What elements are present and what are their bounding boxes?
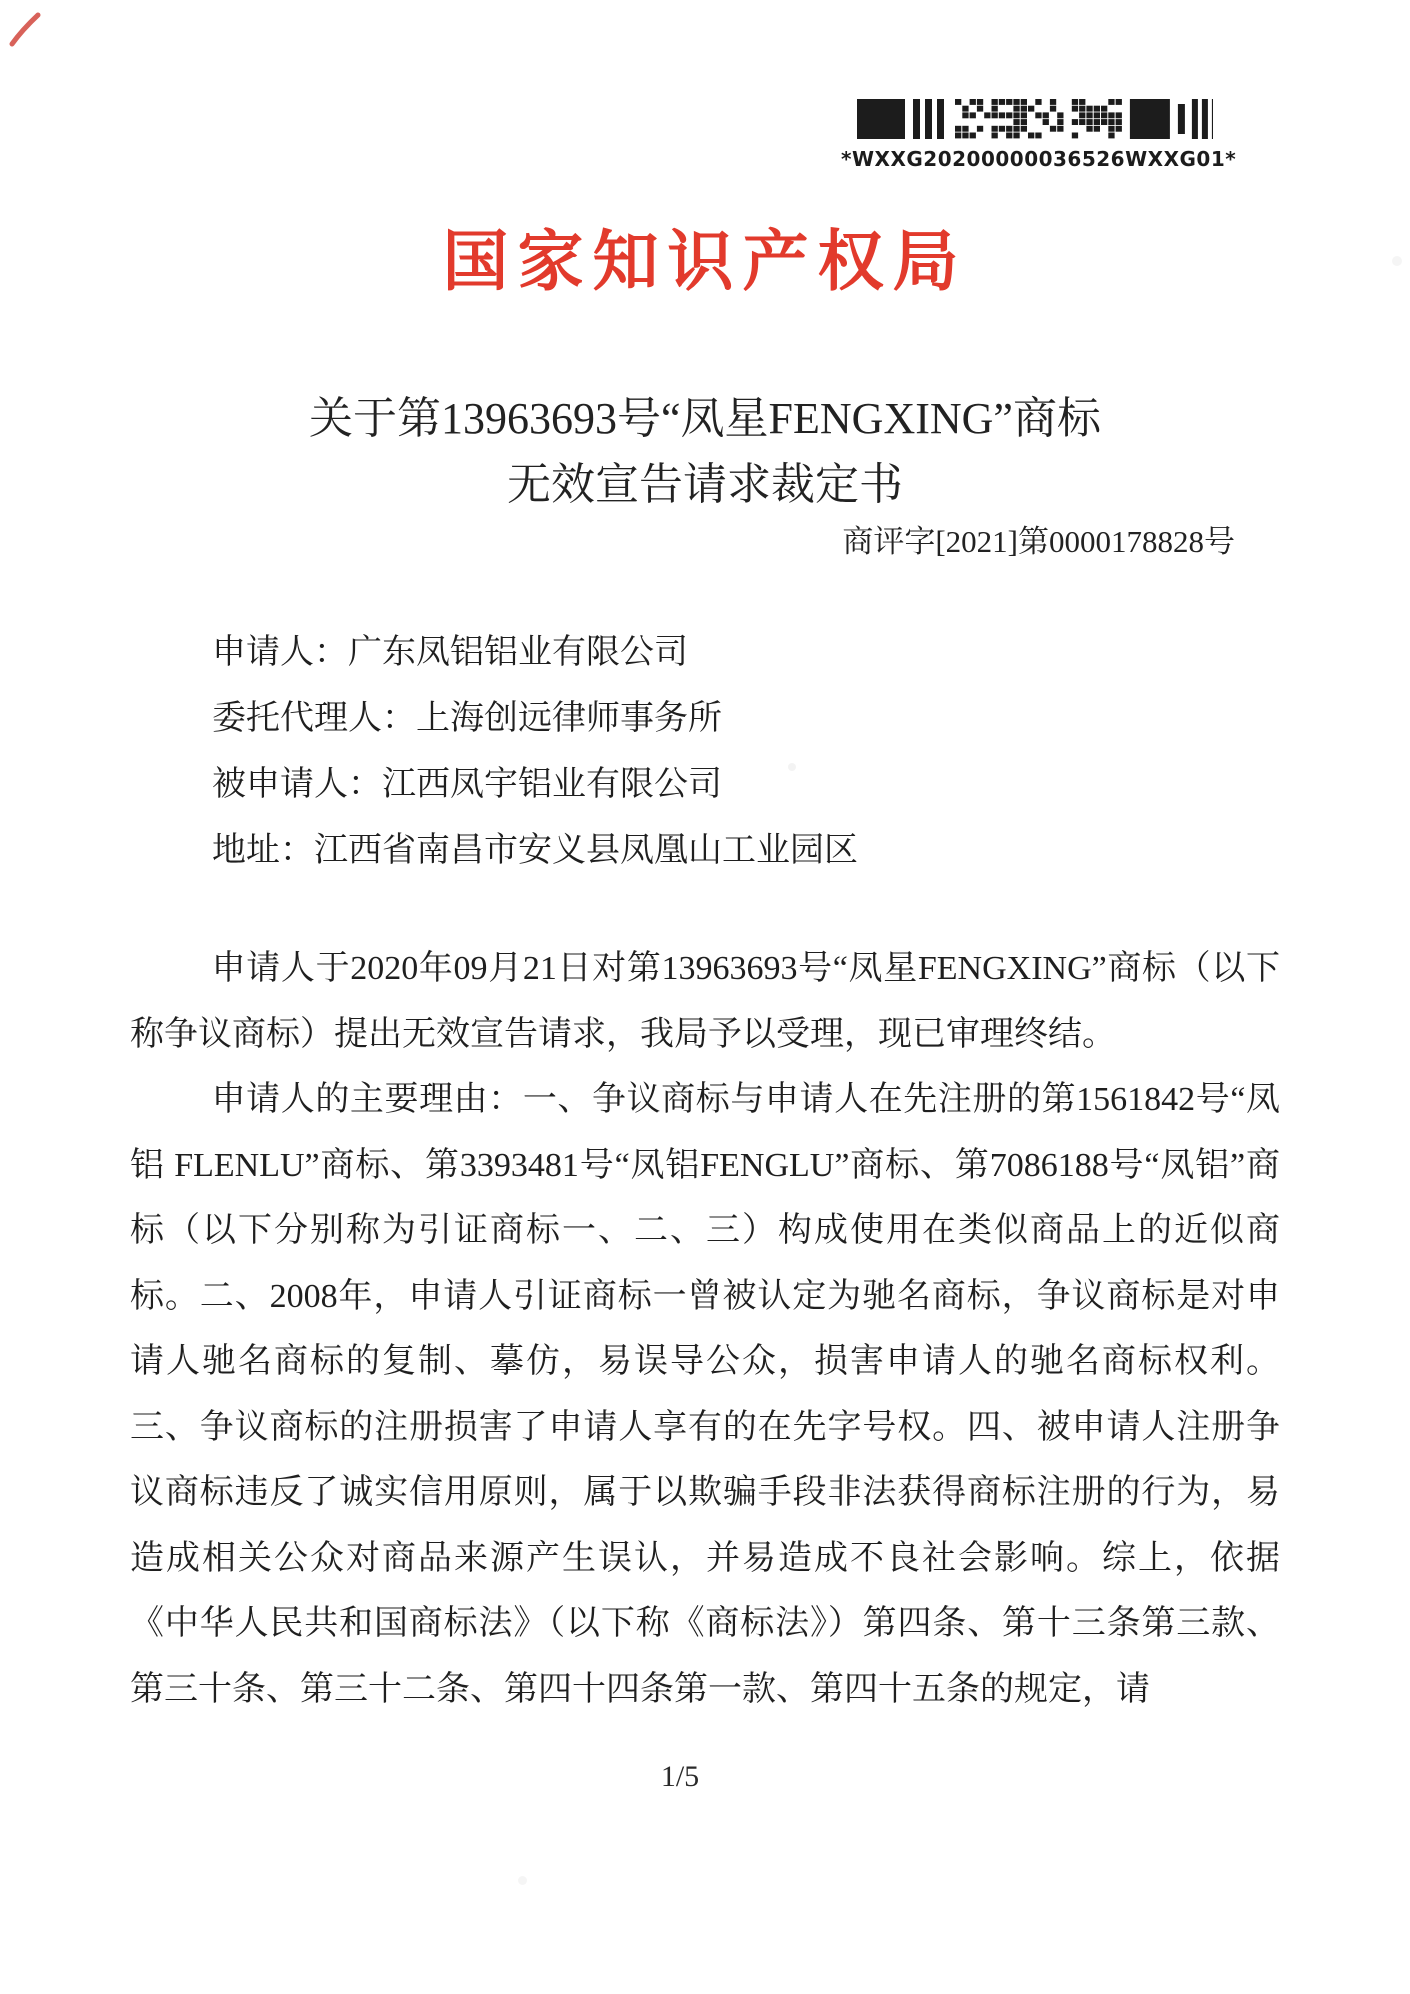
document-title-line1: 关于第13963693号“凤星FENGXING”商标 (309, 394, 1101, 443)
agency-title: 国家知识产权局 (442, 224, 968, 298)
page-number: 1/5 (660, 1760, 700, 1793)
barcode-block (841, 98, 1237, 171)
case-number: 商评字[2021]第0000178828号 (842, 524, 1235, 559)
barcode-image (857, 98, 1213, 140)
body-text (130, 936, 1280, 1722)
red-pen-corner-mark (4, 6, 48, 50)
parties-block (130, 620, 1290, 884)
document-title-line2: 无效宣告请求裁定书 (507, 460, 903, 509)
body-paragraph-2: 申请人的主要理由：一、争议商标与申请人在先注册的第1561842号“凤铝 FLENLU”商标、第3393481号“凤铝FENGLU”商标、第7086188号“凤铝”商标（以下分别称为引证商标一、二、三）构成使用在类似商品上的近似商标。二、2008年，申请人引证商标一曾被认定为驰名商标，争议商标是对申请人驰名商标的复制、摹仿，易误导公众，损害申请人的驰名商标权利。三、争议商标的注册损害了申请人享有的在先字号权。四、被申请人注册争议商标违反了诚实信用原则，属于以欺骗手段非法获得商标注册的行为，易造成相关公众对商品来源产生误认，并易造成不良社会影响。综上，依据《中华人民共和国商标法》（以下称《商标法》）第四条、第十三条第三款、第三十条、第三十二条、第四十四条第一款、第四十五条的规定，请 (130, 1081, 1280, 1708)
respondent-line: 被申请人：江西凤宇铝业有限公司 (212, 766, 722, 803)
body-paragraph-1: 申请人于2020年09月21日对第13963693号“凤星FENGXING”商标（以下称争议商标）提出无效宣告请求，我局予以受理，现已审理终结。 (130, 950, 1280, 1053)
scan-speck (518, 1876, 527, 1885)
agent-line: 委托代理人：上海创远律师事务所 (212, 700, 722, 737)
address-line: 地址：江西省南昌市安义县凤凰山工业园区 (212, 832, 858, 869)
applicant-line: 申请人：广东凤铝铝业有限公司 (212, 634, 688, 671)
document-title (0, 386, 1410, 518)
scan-speck (788, 763, 796, 771)
scan-speck (1392, 256, 1402, 266)
barcode-label: *WXXG20200000036526WXXG01* (841, 147, 1237, 171)
